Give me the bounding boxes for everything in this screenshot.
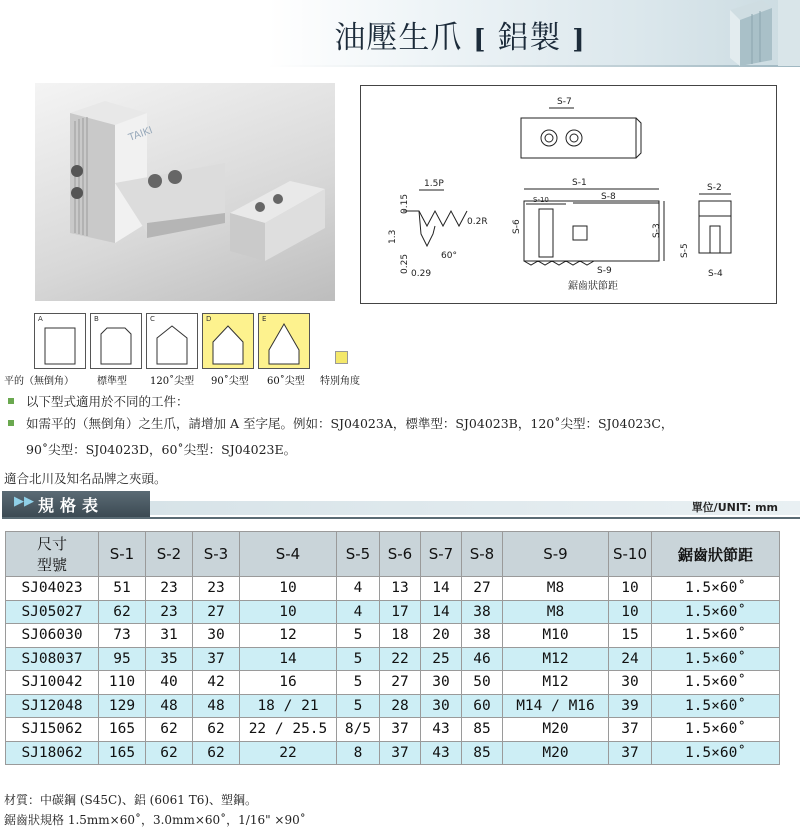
- spec-cell: 22: [240, 741, 337, 765]
- spec-cell: 14: [421, 600, 462, 624]
- header-jaw-graphic: [700, 0, 800, 66]
- dimension-drawing: [361, 86, 776, 303]
- spec-cell: 39: [609, 694, 652, 718]
- spec-cell: 62: [193, 718, 240, 742]
- spec-cell: 10: [240, 577, 337, 601]
- table-row: [6, 624, 780, 648]
- soft-jaw-illustration: [35, 83, 335, 301]
- table-row: [6, 718, 780, 742]
- shape-e: [258, 313, 310, 369]
- spec-cell: 16: [240, 671, 337, 695]
- label-s10: S-10: [533, 196, 549, 204]
- note-line-2: 如需平的（無倒角）之生爪，請增加 A 至字尾。例如：SJ04023A，標準型：SJ04023B，120˚尖型：SJ04023C，: [26, 416, 674, 431]
- label-h13: 1.3: [388, 229, 398, 244]
- brand-watermark: TAIKI: [127, 125, 155, 144]
- spec-cell: 22 / 25.5: [240, 718, 337, 742]
- spec-cell: 1.5×60˚: [652, 718, 780, 742]
- spec-cell: 165: [99, 741, 146, 765]
- spec-cell: 4: [337, 600, 380, 624]
- spec-cell: 46: [462, 647, 503, 671]
- spec-cell: 129: [99, 694, 146, 718]
- spec-cell: M20: [503, 741, 609, 765]
- spec-cell: 1.5×60˚: [652, 600, 780, 624]
- drawing-caption: 鋸齒狀節距: [568, 281, 618, 292]
- table-row: [6, 600, 780, 624]
- spec-cell: 37: [609, 741, 652, 765]
- spec-cell: M12: [503, 647, 609, 671]
- shape-d: [202, 313, 254, 369]
- model-cell: SJ10042: [6, 671, 99, 695]
- spec-cell: 14: [240, 647, 337, 671]
- shape-b: [90, 313, 142, 369]
- table-row: [6, 741, 780, 765]
- header-s5: S-5: [337, 532, 380, 577]
- spec-cell: 27: [462, 577, 503, 601]
- spec-cell: 1.5×60˚: [652, 694, 780, 718]
- spec-cell: 22: [380, 647, 421, 671]
- spec-cell: 23: [146, 577, 193, 601]
- table-row: [6, 694, 780, 718]
- model-cell: SJ05027: [6, 600, 99, 624]
- spec-cell: 5: [337, 694, 380, 718]
- spec-cell: 42: [193, 671, 240, 695]
- header-s4: S-4: [240, 532, 337, 577]
- spec-title: 規格表: [38, 496, 105, 515]
- spec-cell: 1.5×60˚: [652, 671, 780, 695]
- spec-cell: 40: [146, 671, 193, 695]
- header-s3: S-3: [193, 532, 240, 577]
- label-s7: S-7: [557, 97, 572, 107]
- spec-cell: 37: [380, 718, 421, 742]
- note-line-1: 以下型式適用於不同的工件：: [26, 394, 189, 409]
- header-model: [6, 532, 99, 577]
- spec-cell: 38: [462, 624, 503, 648]
- note-line-4: 適合北川及知名品牌之夾頭。: [4, 471, 167, 486]
- spec-cell: M14 / M16: [503, 694, 609, 718]
- technical-drawing: [360, 85, 777, 304]
- spec-cell: 37: [380, 741, 421, 765]
- special-angle-label: 特別角度: [320, 376, 360, 387]
- shape-letter: D: [206, 315, 212, 323]
- spec-cell: 43: [421, 741, 462, 765]
- header-s10: S-10: [609, 532, 652, 577]
- label-s6: S-6: [512, 219, 522, 234]
- page-header: [0, 0, 800, 70]
- spec-cell: 20: [421, 624, 462, 648]
- spec-cell: 15: [609, 624, 652, 648]
- spec-cell: 23: [193, 577, 240, 601]
- spec-cell: 95: [99, 647, 146, 671]
- spec-cell: 1.5×60˚: [652, 741, 780, 765]
- table-header-row: [6, 532, 780, 577]
- spec-cell: 12: [240, 624, 337, 648]
- spec-cell: 62: [99, 600, 146, 624]
- page-title: [300, 12, 620, 57]
- spec-cell: M12: [503, 671, 609, 695]
- material-note: 材質：中碳鋼 (S45C)、鋁 (6061 T6)、塑鋼。: [4, 793, 258, 807]
- spec-cell: 37: [193, 647, 240, 671]
- header-s6: S-6: [380, 532, 421, 577]
- shape-b-label: 標準型: [97, 376, 127, 387]
- spec-cell: 73: [99, 624, 146, 648]
- unit-label: 單位/UNIT: mm: [691, 501, 778, 514]
- spec-cell: 43: [421, 718, 462, 742]
- spec-cell: 5: [337, 671, 380, 695]
- label-s9: S-9: [597, 266, 612, 276]
- bullet-icon: [8, 420, 14, 426]
- spec-cell: 14: [421, 577, 462, 601]
- double-arrow-icon: ▶▶: [14, 494, 34, 509]
- spec-bar-tab: [2, 491, 150, 517]
- header-size-text: 尺寸: [36, 535, 67, 553]
- spec-cell: 30: [421, 694, 462, 718]
- spec-cell: 110: [99, 671, 146, 695]
- label-s3: S-3: [652, 223, 662, 238]
- spec-cell: M8: [503, 600, 609, 624]
- serration-spec-note: 鋸齒狀規格 1.5mm×60˚，3.0mm×60˚，1/16" ×90˚: [4, 813, 306, 827]
- spec-cell: 31: [146, 624, 193, 648]
- spec-cell: 27: [380, 671, 421, 695]
- header-s1: S-1: [99, 532, 146, 577]
- label-radius: 0.2R: [467, 217, 488, 227]
- angle-60-shape-icon: [259, 314, 309, 368]
- spec-cell: 24: [609, 647, 652, 671]
- label-h015: 0.15: [400, 193, 410, 214]
- spec-cell: 8/5: [337, 718, 380, 742]
- spec-cell: 62: [146, 718, 193, 742]
- spec-cell: 51: [99, 577, 146, 601]
- shape-c: [146, 313, 198, 369]
- bullet-icon: [8, 398, 14, 404]
- spec-cell: 10: [609, 600, 652, 624]
- label-s1: S-1: [572, 178, 587, 188]
- model-cell: SJ15062: [6, 718, 99, 742]
- spec-cell: 25: [421, 647, 462, 671]
- title-bracket-open: [: [473, 25, 487, 55]
- title-bracket-close: ]: [572, 25, 586, 55]
- spec-cell: 35: [146, 647, 193, 671]
- spec-cell: 38: [462, 600, 503, 624]
- spec-table-body: [6, 577, 780, 765]
- spec-table: [5, 531, 780, 765]
- spec-cell: 85: [462, 718, 503, 742]
- product-photo: [35, 83, 335, 301]
- spec-cell: 10: [240, 600, 337, 624]
- spec-cell: 10: [609, 577, 652, 601]
- spec-cell: 85: [462, 741, 503, 765]
- spec-cell: 8: [337, 741, 380, 765]
- label-s2: S-2: [707, 183, 722, 193]
- label-s5: S-5: [680, 243, 690, 258]
- header-serration-pitch: 鋸齒狀節距: [652, 532, 780, 577]
- jaw-shape-types: [0, 313, 380, 391]
- label-s8: S-8: [601, 192, 616, 202]
- spec-cell: 4: [337, 577, 380, 601]
- model-cell: SJ06030: [6, 624, 99, 648]
- shape-letter: A: [38, 315, 43, 323]
- header-s8: S-8: [462, 532, 503, 577]
- spec-cell: 1.5×60˚: [652, 647, 780, 671]
- spec-cell: 1.5×60˚: [652, 577, 780, 601]
- spec-cell: 37: [609, 718, 652, 742]
- spec-cell: 30: [421, 671, 462, 695]
- spec-cell: 165: [99, 718, 146, 742]
- spec-cell: 5: [337, 647, 380, 671]
- spec-cell: 23: [146, 600, 193, 624]
- title-material: 鋁製: [497, 20, 562, 56]
- special-angle-swatch: [335, 351, 348, 364]
- spec-cell: 18 / 21: [240, 694, 337, 718]
- label-w029: 0.29: [411, 269, 432, 279]
- spec-bar-underline: [2, 517, 800, 519]
- spec-cell: 27: [193, 600, 240, 624]
- spec-cell: 30: [193, 624, 240, 648]
- shape-letter: C: [150, 315, 155, 323]
- note-line-3: 90˚尖型：SJ04023D，60˚尖型：SJ04023E。: [26, 442, 297, 457]
- spec-cell: 48: [193, 694, 240, 718]
- spec-cell: 60: [462, 694, 503, 718]
- model-cell: SJ12048: [6, 694, 99, 718]
- model-cell: SJ08037: [6, 647, 99, 671]
- header-s2: S-2: [146, 532, 193, 577]
- shape-d-label: 90˚尖型: [211, 376, 249, 387]
- shape-a: [34, 313, 86, 369]
- spec-cell: 18: [380, 624, 421, 648]
- table-row: [6, 671, 780, 695]
- spec-cell: 28: [380, 694, 421, 718]
- spec-cell: 50: [462, 671, 503, 695]
- table-row: [6, 647, 780, 671]
- spec-cell: 30: [609, 671, 652, 695]
- spec-cell: 62: [146, 741, 193, 765]
- header-s7: S-7: [421, 532, 462, 577]
- model-cell: SJ18062: [6, 741, 99, 765]
- shape-e-label: 60˚尖型: [267, 376, 305, 387]
- table-row: [6, 577, 780, 601]
- model-cell: SJ04023: [6, 577, 99, 601]
- header-model-text: 型號: [36, 556, 67, 574]
- shape-letter: E: [262, 315, 267, 323]
- shape-letter: B: [94, 315, 99, 323]
- spec-cell: M10: [503, 624, 609, 648]
- header-s9: S-9: [503, 532, 609, 577]
- spec-cell: 48: [146, 694, 193, 718]
- spec-cell: 5: [337, 624, 380, 648]
- label-pitch: 1.5P: [424, 179, 444, 189]
- spec-cell: M20: [503, 718, 609, 742]
- shape-c-label: 120˚尖型: [150, 376, 195, 387]
- spec-cell: 62: [193, 741, 240, 765]
- title-main: 油壓生爪: [334, 20, 463, 56]
- spec-cell: 17: [380, 600, 421, 624]
- spec-cell: 13: [380, 577, 421, 601]
- label-h025: 0.25: [400, 253, 410, 274]
- shape-a-label: 平的（無倒角）: [4, 376, 74, 387]
- spec-section-bar: [0, 491, 800, 519]
- spec-cell: M8: [503, 577, 609, 601]
- label-angle: 60°: [441, 251, 457, 261]
- spec-cell: 1.5×60˚: [652, 624, 780, 648]
- label-s4: S-4: [708, 269, 723, 279]
